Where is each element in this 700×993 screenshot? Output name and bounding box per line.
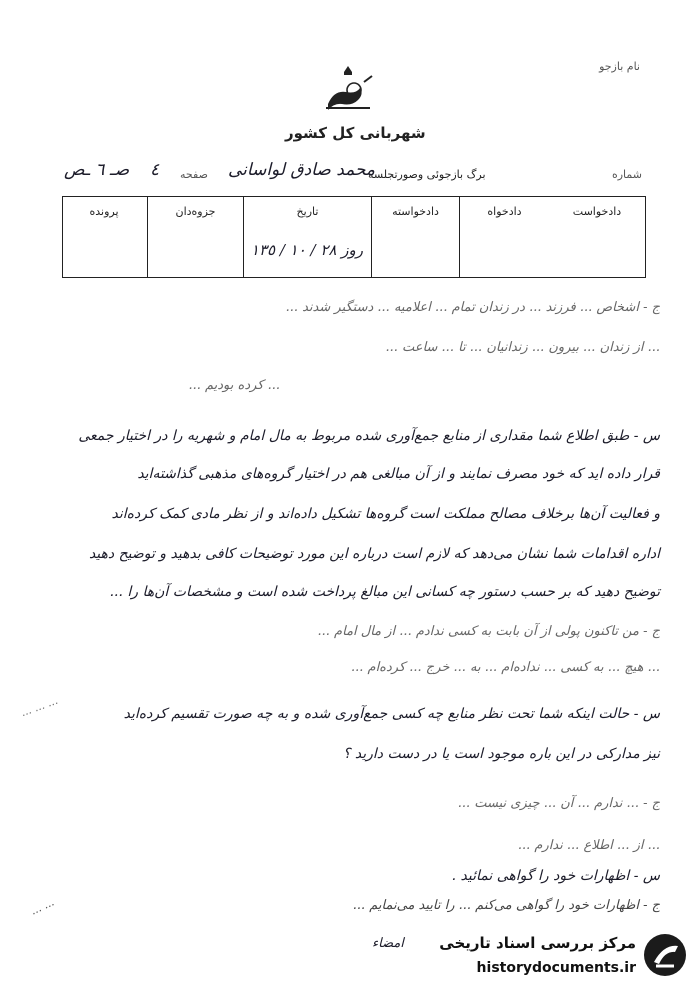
col-label: تاریخ <box>296 205 319 218</box>
body-line: ج - اظهارات خود را گواهی می‌کنم ... را تایید می‌نمایم ... <box>352 898 660 913</box>
investigator-name-label: نام بازجو <box>599 60 640 73</box>
watermark-site: historydocuments.ir <box>476 960 636 976</box>
col-file <box>61 197 147 277</box>
page-number: ٤ <box>150 160 160 180</box>
body-line: ... هیچ ... به کسی ... نداده‌ام ... به ... خرج ... کرده‌ام ... <box>350 660 660 675</box>
body-line: توضیح دهید که بر حسب دستور چه کسانی این مبالغ پرداخت شده است و مشخصات آن‌ها را ... <box>109 584 660 600</box>
col-label: پرونده <box>89 205 119 218</box>
col-label: دادخواه <box>487 205 522 218</box>
col-defendant <box>371 197 459 277</box>
col-petitioner <box>459 197 549 277</box>
col-label: دادخواسته <box>392 205 439 218</box>
body-line: ج - من تاکنون پولی از آن بابت به کسی ندادم ... از مال امام ... <box>317 624 660 639</box>
header-table <box>62 196 646 278</box>
form-title: برگ بازجوئی وصورتجلسه <box>368 168 486 181</box>
date-value: روز ٢٨ / ١٠ / ١٣٥ <box>250 241 363 259</box>
body-line: و فعالیت آن‌ها برخلاف مصالح مملکت است گروه‌ها تشکیل داده‌اند و از نظر مادی کمک کرده‌اند <box>111 506 660 522</box>
body-line: نیز مدارکی در این باره موجود است یا در دست دارید ؟ <box>343 746 660 762</box>
margin-note: ... ... ... <box>18 693 60 720</box>
body-line: ج - ... ندارم ... آن ... چیزی نیست ... <box>457 796 660 811</box>
watermark-org: مرکز بررسی اسناد تاریخی <box>439 934 636 952</box>
col-folder <box>147 197 243 277</box>
org-title: شهربانی کل کشور <box>285 124 426 142</box>
watermark <box>439 928 690 986</box>
body-line: اداره اقدامات شما نشان می‌دهد که لازم است درباره این مورد توضیحات کافی بدهید و توضیح دهید <box>88 546 660 562</box>
body-line: ... از زندان ... بیرون ... زندانیان ... تا ... ساعت ... <box>385 340 660 355</box>
body-line: قرار داده اید که خود مصرف نمایند و از آن مبالغی هم در اختیار گروه‌های مذهبی گذاشته‌اید <box>137 466 660 482</box>
body-line: س - اظهارات خود را گواهی نمائید . <box>451 868 660 884</box>
col-date <box>243 197 371 277</box>
margin-note: ... ... <box>28 895 57 918</box>
body-line: س - طبق اطلاع شما مقداری از منابع جمع‌آوری شده مربوط به مال امام و شهریه را در اختیار جمعی <box>78 428 660 444</box>
body-line: ج - اشخاص ... فرزند ... در زندان تمام ... اعلامیه ... دستگیر شدند ... <box>285 300 660 315</box>
number-label: شماره <box>611 168 642 181</box>
subject-name: محمد صادق لواسانی <box>228 160 376 180</box>
col-petition <box>549 197 645 277</box>
col-label: جزوه‌دان <box>175 205 216 218</box>
archive-logo-icon <box>642 932 688 978</box>
signature: امضاء <box>372 936 404 951</box>
page-extra: صـ ٦ ـص <box>64 160 130 180</box>
body-line: س - حالت اینکه شما تحت نظر منابع چه کسی جمع‌آوری شده و به چه صورت تقسیم کرده‌اید <box>123 706 660 722</box>
col-label: دادخواست <box>572 205 622 218</box>
body-line: ... کرده بودیم ... <box>188 378 280 393</box>
body-line: ... از ... اطلاع ... ندارم ... <box>517 838 660 853</box>
page-label: صفحه <box>180 168 208 181</box>
lion-sun-emblem <box>318 64 378 114</box>
